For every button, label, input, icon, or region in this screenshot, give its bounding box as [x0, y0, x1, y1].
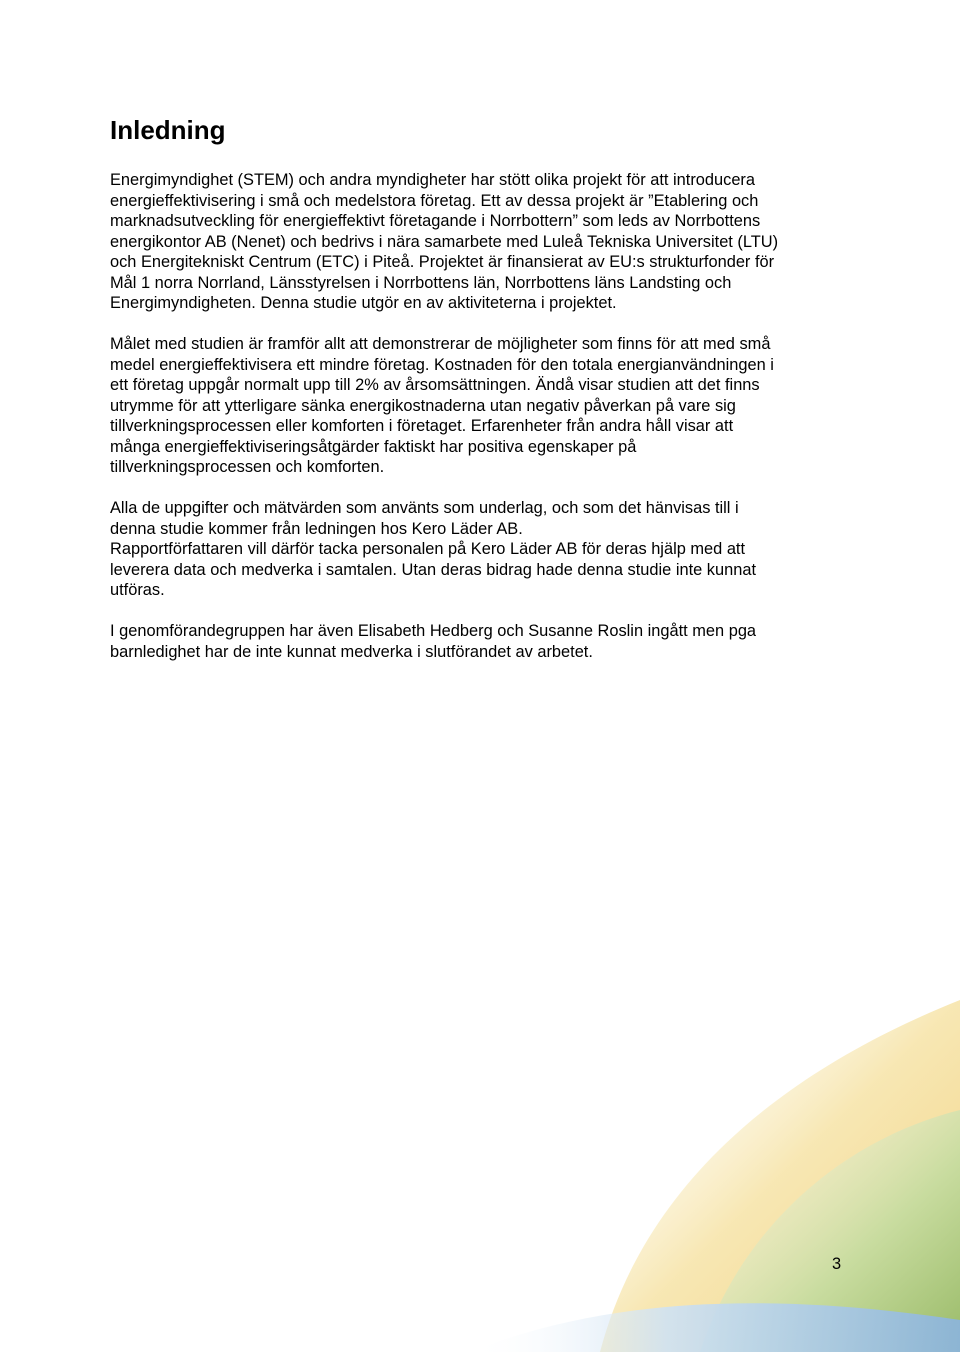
text-line: barnledighet har de inte kunnat medverka i slutförandet av arbetet.: [110, 642, 593, 661]
text-line: Målet med studien är framför allt att demonstrerar de möjligheter som finns för att med små: [110, 335, 771, 353]
section-heading: Inledning: [110, 115, 226, 145]
text-line: denna studie kommer från ledningen hos Kero Läder AB.: [110, 519, 523, 538]
text-line: och Energitekniskt Centrum (ETC) i Piteå. Projektet är finansierat av EU:s strukturfonder för: [110, 253, 775, 271]
text-line: medel energieffektivisera ett mindre företag. Kostnaden för den totala energianvändningen i: [110, 355, 774, 374]
text-line: marknadsutveckling för energieffektivt företagande i Norrbottern” som leds av Norrbottens: [110, 212, 761, 230]
page-number: 3: [832, 1255, 842, 1273]
text-line: I genomförandegruppen har även Elisabeth Hedberg och Susanne Roslin ingått men pga: [110, 622, 757, 640]
paragraph-4: [110, 621, 855, 662]
text-line: Energimyndigheten. Denna studie utgör en av aktiviteterna i projektet.: [110, 294, 617, 312]
text-line: ett företag uppgår normalt upp till 2% av årsomsättningen. Ändå visar studien att det finns: [110, 376, 760, 394]
body-text: [110, 170, 855, 683]
text-line: energikontor AB (Nenet) och bedrivs i nära samarbete med Luleå Tekniska Universitet (LTU): [110, 232, 779, 251]
text-line: utföras.: [110, 581, 165, 599]
paragraph-3: [110, 498, 855, 601]
text-line: Alla de uppgifter och mätvärden som använts som underlag, och som det hänvisas till i: [110, 499, 739, 517]
text-line: utrymme för att ytterligare sänka energikostnaderna utan negativ påverkan på vare sig: [110, 396, 736, 415]
text-line: energieffektivisering i små och medelstora företag. Ett av dessa projekt är ”Etablering och: [110, 191, 759, 210]
paragraph-1: [110, 170, 855, 314]
text-line: Rapportförfattaren vill därför tacka personalen på Kero Läder AB för deras hjälp med att: [110, 540, 746, 558]
text-line: tillverkningsprocessen och komforten.: [110, 458, 385, 476]
text-line: Mål 1 norra Norrland, Länsstyrelsen i Norrbottens län, Norrbottens läns Landsting och: [110, 273, 732, 292]
text-line: många energieffektiviseringsåtgärder faktiskt har positiva egenskaper på: [110, 437, 637, 456]
text-line: leverera data och medverka i samtalen. Utan deras bidrag hade denna studie inte kunnat: [110, 560, 757, 579]
paragraph-2: [110, 334, 855, 478]
text-line: tillverkningsprocessen eller komforten i företaget. Erfarenheter från andra håll visar att: [110, 417, 734, 435]
text-line: Energimyndighet (STEM) och andra myndigheter har stött olika projekt för att introducera: [110, 171, 756, 189]
